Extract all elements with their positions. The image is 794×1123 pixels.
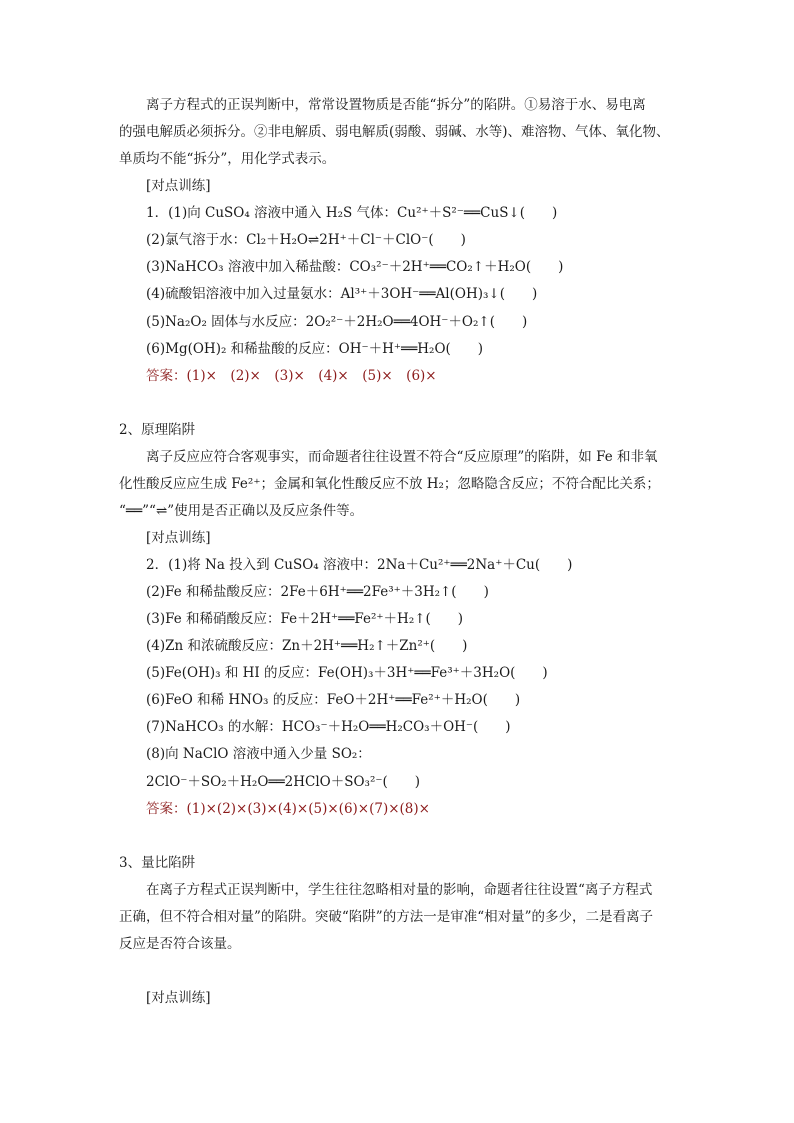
section3-line-2: 正确，但不符合相对量”的陷阱。突破“陷阱”的方法一是审准“相对量”的多少，二是看离子: [119, 909, 654, 925]
section2-line-1: 离子反应应符合客观事实，而命题者往往设置不符合“反应原理”的陷阱，如 Fe 和非氧: [146, 449, 658, 465]
practice2-item-1: 2．(1)将 Na 投入到 CuSO₄ 溶液中：2Na＋Cu²⁺══2Na⁺＋Cu( ): [146, 557, 573, 573]
practice1-item-3: (3)NaHCO₃ 溶液中加入稀盐酸：CO₃²⁻＋2H⁺══CO₂↑＋H₂O( ): [146, 259, 564, 275]
practice1-item-6: (6)Mg(OH)₂ 和稀盐酸的反应：OH⁻＋H⁺══H₂O( ): [146, 341, 484, 357]
practice2-item-8: (8)向 NaClO 溶液中通入少量 SO₂：: [146, 746, 371, 762]
practice2-answer: 答案：(1)×(2)×(3)×(4)×(5)×(6)×(7)×(8)×: [146, 801, 430, 817]
intro-line-1: 离子方程式的正误判断中，常常设置物质是否能“拆分”的陷阱。①易溶于水、易电离: [146, 97, 646, 113]
practice1-item-2: (2)氯气溶于水：Cl₂＋H₂O⇌2H⁺＋Cl⁻＋ClO⁻( ): [146, 232, 466, 248]
practice1-item-4: (4)硫酸铝溶液中加入过量氨水：Al³⁺＋3OH⁻══Al(OH)₃↓( ): [146, 286, 538, 302]
section3-line-3: 反应是否符合该量。: [119, 936, 241, 952]
practice2-item-2: (2)Fe 和稀盐酸反应：2Fe＋6H⁺══2Fe³⁺＋3H₂↑( ): [146, 584, 489, 600]
practice2-item-8-equation: 2ClO⁻＋SO₂＋H₂O══2HClO＋SO₃²⁻( ): [146, 774, 421, 790]
practice2-item-5: (5)Fe(OH)₃ 和 HI 的反应：Fe(OH)₃＋3H⁺══Fe³⁺＋3H₂O( ): [146, 665, 548, 681]
practice3-heading: [对点训练]: [146, 990, 211, 1006]
section2-title: 2、原理陷阱: [119, 422, 196, 438]
practice1-item-5: (5)Na₂O₂ 固体与水反应：2O₂²⁻＋2H₂O══4OH⁻＋O₂↑( ): [146, 314, 528, 330]
practice2-item-6: (6)FeO 和稀 HNO₃ 的反应：FeO＋2H⁺══Fe²⁺＋H₂O( ): [146, 692, 521, 708]
practice2-item-7: (7)NaHCO₃ 的水解：HCO₃⁻＋H₂O══H₂CO₃＋OH⁻( ): [146, 719, 511, 735]
practice2-item-4: (4)Zn 和浓硫酸反应：Zn＋2H⁺══H₂↑＋Zn²⁺( ): [146, 638, 468, 654]
practice2-heading: [对点训练]: [146, 530, 211, 546]
section3-line-1: 在离子方程式正误判断中，学生往往忽略相对量的影响，命题者往往设置“离子方程式: [146, 882, 653, 898]
section2-line-2: 化性酸反应应生成 Fe²⁺；金属和氧化性酸反应不放 H₂；忽略隐含反应；不符合配比关系；: [119, 476, 660, 492]
practice1-heading: [对点训练]: [146, 178, 211, 194]
intro-line-2: 的强电解质必须拆分。②非电解质、弱电解质(弱酸、弱碱、水等)、难溶物、气体、氧化物、: [119, 124, 670, 140]
practice1-answer: 答案：(1)× (2)× (3)× (4)× (5)× (6)×: [146, 368, 437, 384]
section2-line-3: “══”“⇌”使用是否正确以及反应条件等。: [119, 503, 364, 519]
practice1-item-1: 1．(1)向 CuSO₄ 溶液中通入 H₂S 气体：Cu²⁺＋S²⁻══CuS↓( ): [146, 205, 558, 221]
intro-line-3: 单质均不能“拆分”，用化学式表示。: [119, 151, 336, 167]
practice2-item-3: (3)Fe 和稀硝酸反应：Fe＋2H⁺══Fe²⁺＋H₂↑( ): [146, 611, 464, 627]
section3-title: 3、量比陷阱: [119, 855, 196, 871]
